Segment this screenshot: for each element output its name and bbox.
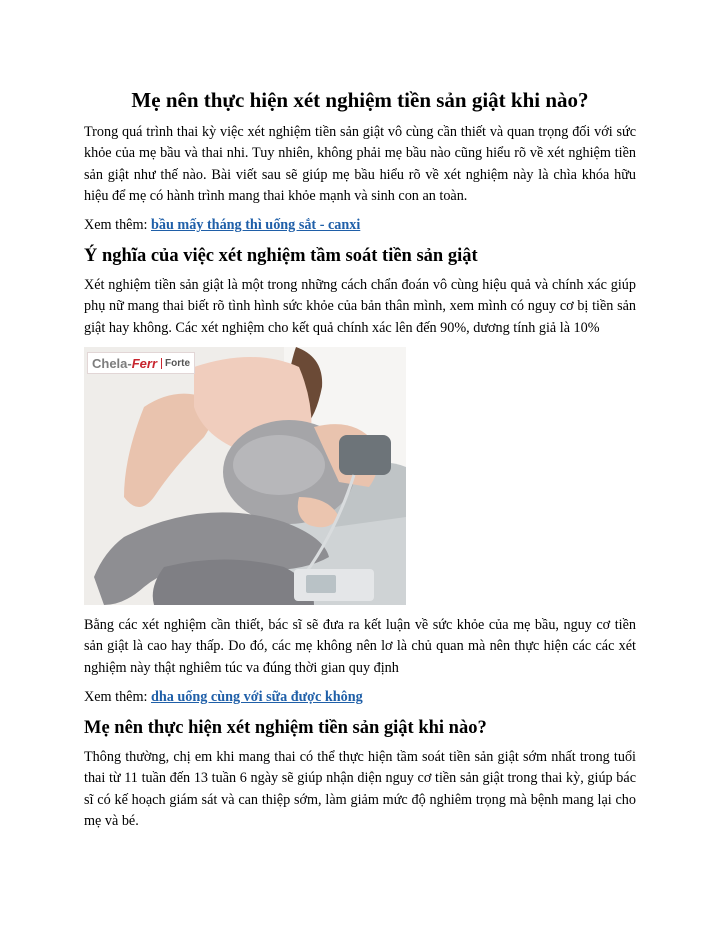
- see-more-link-dha-milk[interactable]: dha uống cùng với sữa được không: [150, 688, 363, 705]
- document-page: [84, 86, 636, 840]
- logo-text-ferr: Ferr: [131, 355, 158, 371]
- see-more-link-iron-calcium[interactable]: bầu mấy tháng thì uống sắt - canxi: [150, 217, 361, 234]
- photo-illustration: [84, 347, 406, 605]
- see-more-1: [84, 215, 636, 236]
- page-title: Mẹ nên thực hiện xét nghiệm tiền sản giật khi nào?: [131, 88, 589, 112]
- section2-paragraph-1: Thông thường, chị em khi mang thai có thể thực hiện tầm soát tiền sản giật sớm nhất trong tuổi thai từ 11 tuần đến 13 tuần 6 ngày sẽ giúp nhận diện nguy cơ tiền sản giật trong thai kỳ, giúp bác sĩ có kế hoạch giám sát và can thiệp sớm, làm giảm mức độ nghiêm trọng mà bệnh mang lại cho mẹ và bé.: [84, 748, 636, 829]
- see-more-2: [84, 687, 636, 708]
- see-more-prefix: Xem thêm:: [84, 217, 151, 234]
- section-heading-when: Mẹ nên thực hiện xét nghiệm tiền sản giật khi nào?: [84, 717, 487, 738]
- logo-text-forte: Forte: [161, 358, 190, 369]
- pregnant-woman-photo: [84, 347, 406, 605]
- logo-text-chela: Chela-: [92, 355, 132, 371]
- section1-paragraph-2: Bằng các xét nghiệm cần thiết, bác sĩ sẽ đưa ra kết luận về sức khỏe của mẹ bầu, nguy cơ tiền sản giật là cao hay thấp. Do đó, các mẹ không nên lơ là chủ quan mà nên thực hiện các các xét nghiệm này thật nghiêm túc va đúng thời gian quy định: [84, 617, 636, 676]
- section1-paragraph-1: Xét nghiệm tiền sản giật là một trong những cách chẩn đoán vô cùng hiệu quả và chính xác giúp phụ nữ mang thai biết rõ tình hình sức khỏe của bản thân mình, xem mình có nguy cơ bị tiền sản giật hay không. Các xét nghiệm cho kết quả chính xác lên đến 90%, dương tính giả là 10%: [84, 277, 636, 336]
- chela-ferr-forte-logo: [87, 352, 195, 374]
- see-more-prefix: Xem thêm:: [84, 688, 151, 705]
- intro-paragraph: Trong quá trình thai kỳ việc xét nghiệm tiền sản giật vô cùng cần thiết và quan trọng đối với sức khỏe của mẹ bầu và thai nhi. Tuy nhiên, không phải mẹ bầu nào cũng hiểu rõ về xét nghiệm tiền sản giật như thế nào. Bài viết sau sẽ giúp mẹ bầu hiểu rõ về xét nghiệm này là chìa khóa hữu hiệu để mẹ có hành trình mang thai khỏe mạnh và sinh con an toàn.: [84, 124, 636, 204]
- section-heading-meaning: Ý nghĩa của việc xét nghiệm tầm soát tiền sản giật: [84, 246, 478, 267]
